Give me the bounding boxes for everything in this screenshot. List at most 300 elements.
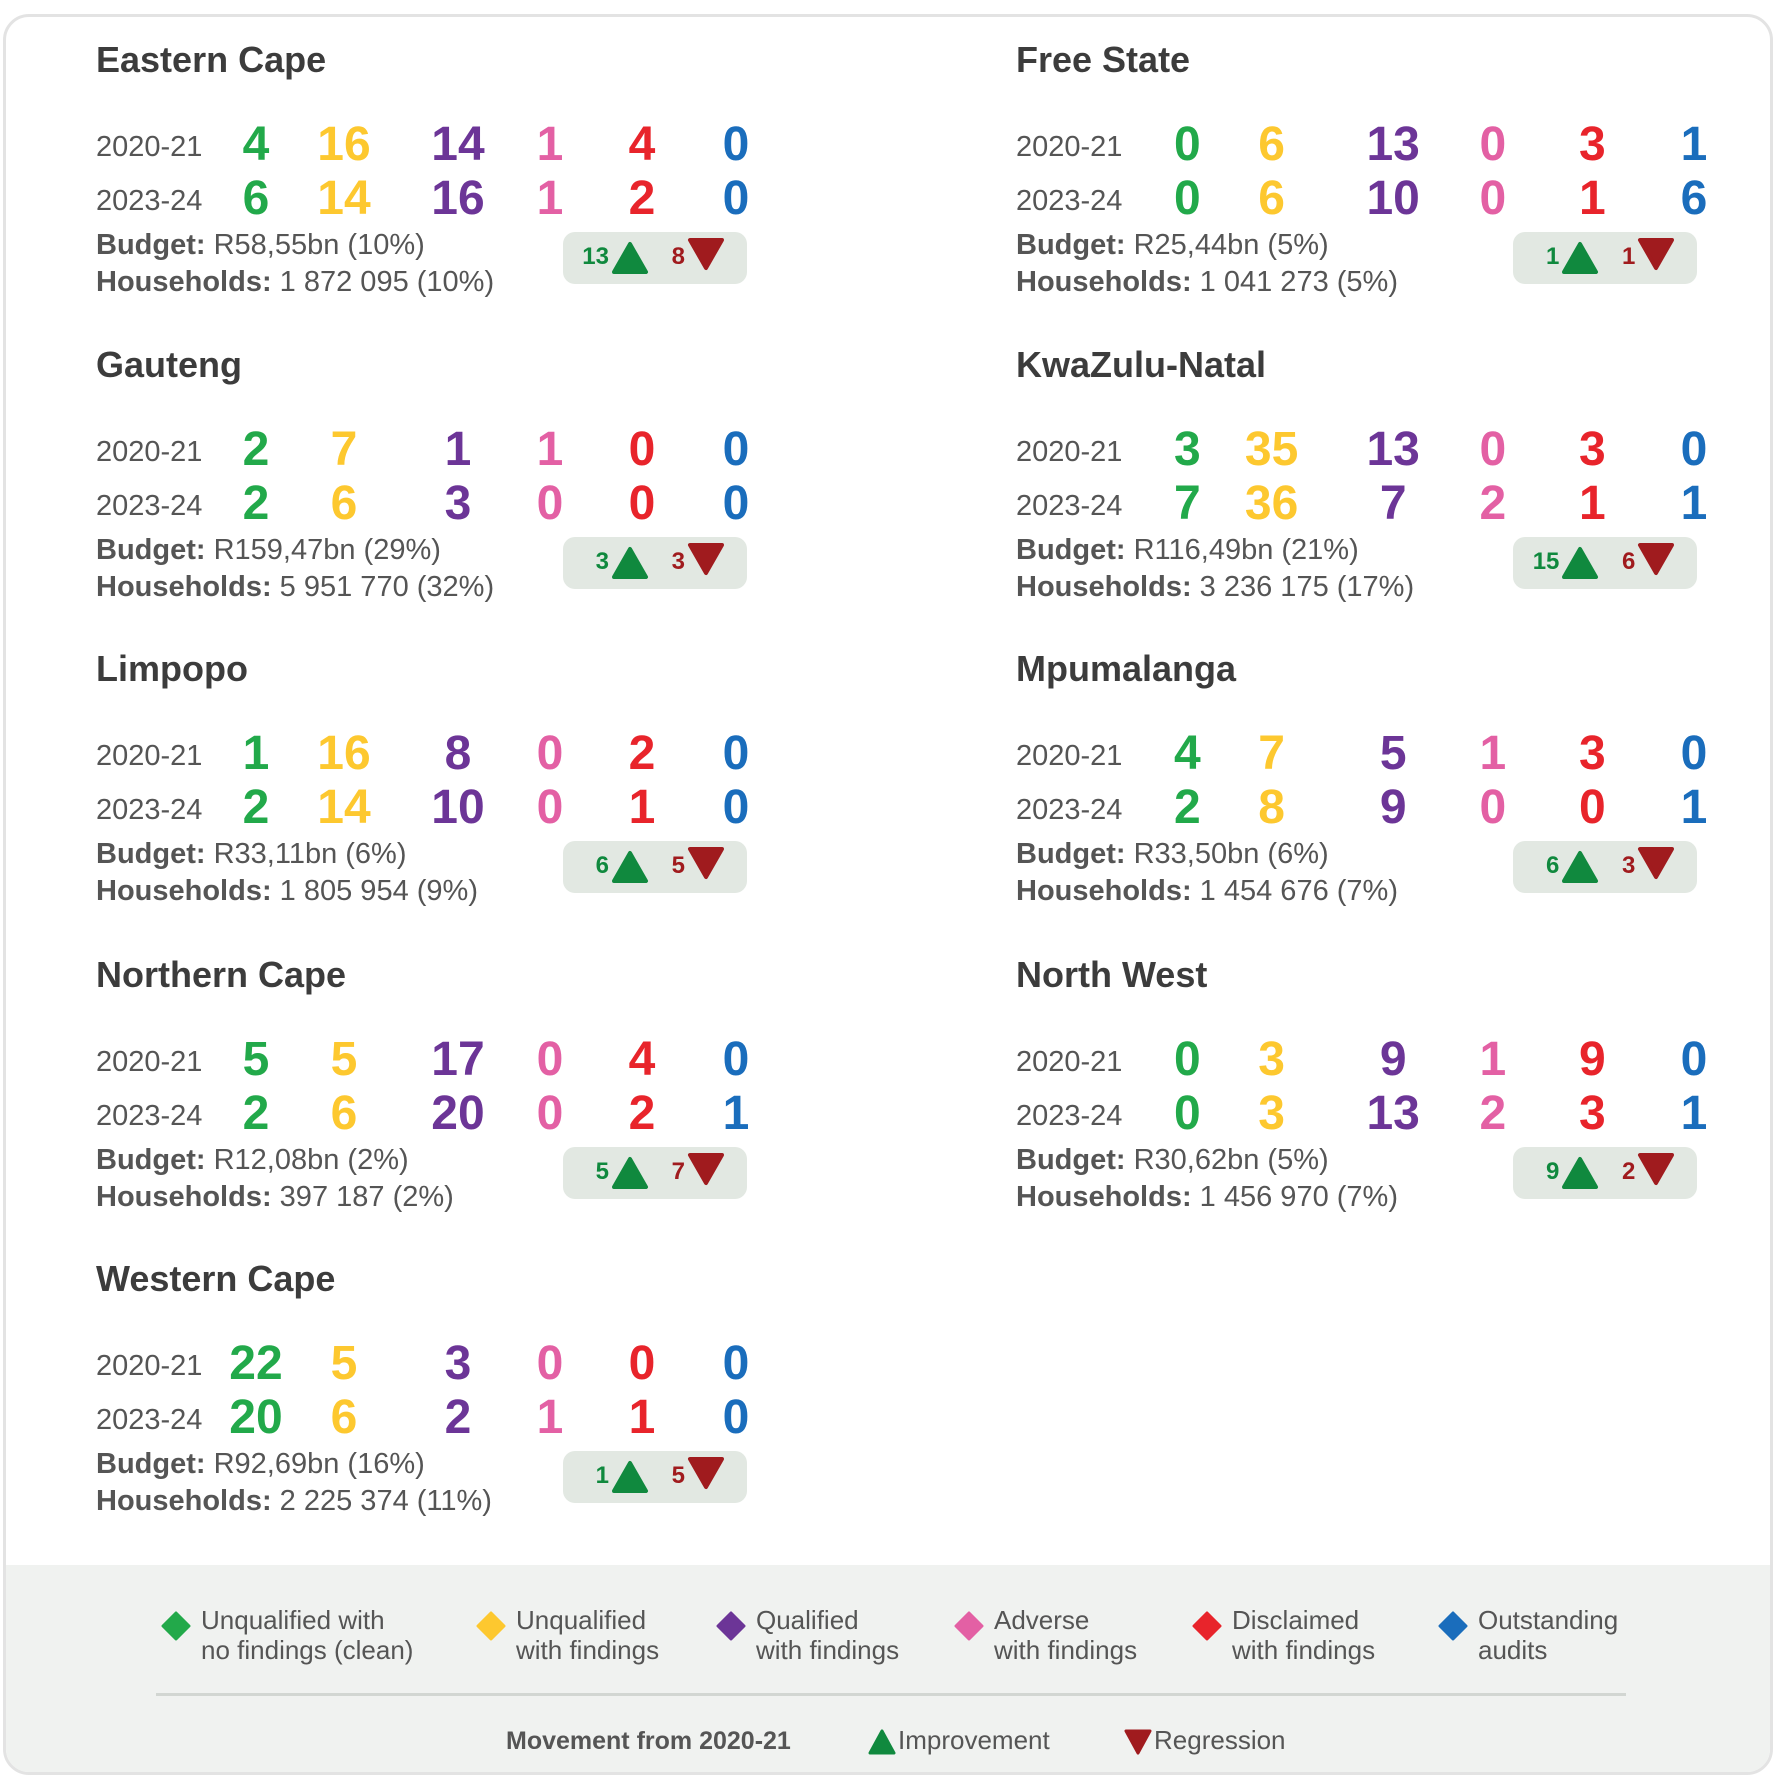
- households-line: [96, 569, 494, 606]
- province-title: Western Cape: [96, 1258, 336, 1299]
- households-line: [96, 873, 478, 910]
- budget-value: R58,55bn (10%): [205, 229, 425, 261]
- count-disclaimed-with-findings: 3: [1579, 1087, 1606, 1140]
- budget-line: [1016, 1142, 1398, 1179]
- budget-line: [1016, 227, 1398, 264]
- count-adverse-with-findings: 1: [536, 423, 564, 476]
- improvement-triangle-icon: [611, 241, 649, 275]
- regression-count: 1: [1622, 243, 1636, 270]
- legend-label-line: Outstanding: [1478, 1605, 1619, 1635]
- count-adverse-with-findings: 0: [536, 727, 564, 780]
- improvement-count: 3: [595, 548, 609, 575]
- year-row-2020-21: [96, 1034, 796, 1086]
- province-card-kwazulu-natal: [1016, 344, 1716, 644]
- improvement-triangle-icon: [868, 1729, 896, 1755]
- year-row-2023-24: [1016, 173, 1716, 225]
- movement-badge: [563, 1451, 747, 1503]
- count-qualified-with-findings: 7: [1379, 477, 1407, 530]
- diamond-icon: [1192, 1611, 1222, 1641]
- budget-line: [1016, 836, 1398, 873]
- count-unqualified-with-no-findings-clean: 7: [1174, 477, 1201, 530]
- count-unqualified-with-no-findings-clean: 4: [242, 118, 270, 171]
- households-line: [96, 1179, 454, 1216]
- improvement-triangle-icon: [1561, 1156, 1599, 1190]
- regression-triangle-icon: [1637, 237, 1675, 271]
- count-qualified-with-findings: 9: [1379, 1033, 1407, 1086]
- households-line: [1016, 1179, 1398, 1216]
- count-unqualified-with-findings: 8: [1258, 781, 1285, 834]
- households-value: 2 225 374 (11%): [271, 1485, 492, 1517]
- count-unqualified-with-no-findings-clean: 2: [242, 477, 270, 530]
- legend-label-line: with findings: [756, 1635, 900, 1665]
- budget-value: R25,44bn (5%): [1125, 229, 1329, 261]
- year-row-2023-24: [96, 1088, 796, 1140]
- households-value: 1 454 676 (7%): [1191, 875, 1398, 907]
- budget-label: Budget:: [96, 1448, 206, 1480]
- province-info: [96, 1142, 454, 1216]
- count-qualified-with-findings: 3: [444, 477, 472, 530]
- province-info: [1016, 532, 1414, 606]
- province-info: [96, 836, 478, 910]
- regression-triangle-icon: [1637, 542, 1675, 576]
- count-disclaimed-with-findings: 0: [1579, 781, 1606, 834]
- count-outstanding-audits: 0: [722, 1391, 750, 1444]
- count-unqualified-with-no-findings-clean: 2: [242, 781, 270, 834]
- budget-value: R159,47bn (29%): [205, 534, 441, 566]
- count-unqualified-with-findings: 14: [317, 172, 371, 225]
- diamond-icon: [954, 1611, 984, 1641]
- regression-count: 7: [671, 1158, 685, 1185]
- improvement-count: 5: [595, 1158, 609, 1185]
- province-title: Limpopo: [96, 648, 248, 689]
- budget-value: R116,49bn (21%): [1125, 534, 1359, 566]
- province-card-free-state: [1016, 39, 1716, 339]
- count-adverse-with-findings: 0: [536, 477, 564, 530]
- year-row-2020-21: [96, 728, 796, 780]
- count-outstanding-audits: 0: [722, 781, 750, 834]
- regression-count: 6: [1622, 548, 1636, 575]
- count-adverse-with-findings: 0: [536, 1337, 564, 1390]
- count-disclaimed-with-findings: 4: [628, 118, 656, 171]
- count-unqualified-with-no-findings-clean: 0: [1174, 172, 1201, 225]
- year-label: 2020-21: [1016, 436, 1123, 468]
- households-label: Households:: [1016, 266, 1192, 298]
- province-title: Mpumalanga: [1016, 648, 1237, 689]
- province-card-northern-cape: [96, 954, 796, 1254]
- province-card-mpumalanga: [1016, 648, 1716, 948]
- count-outstanding-audits: 0: [722, 118, 750, 171]
- count-adverse-with-findings: 0: [536, 781, 564, 834]
- count-unqualified-with-findings: 5: [330, 1337, 358, 1390]
- year-label: 2020-21: [96, 131, 203, 163]
- year-label: 2023-24: [1016, 794, 1123, 826]
- year-row-2023-24: [96, 478, 796, 530]
- households-label: Households:: [96, 571, 272, 603]
- count-disclaimed-with-findings: 2: [628, 172, 656, 225]
- households-label: Households:: [1016, 1181, 1192, 1213]
- count-qualified-with-findings: 3: [444, 1337, 472, 1390]
- province-title: North West: [1016, 954, 1208, 995]
- legend-divider: [156, 1693, 1626, 1696]
- province-title: Northern Cape: [96, 954, 347, 995]
- count-unqualified-with-no-findings-clean: 5: [242, 1033, 270, 1086]
- households-value: 3 236 175 (17%): [1191, 571, 1415, 603]
- budget-value: R33,11bn (6%): [205, 838, 407, 870]
- regression-triangle-icon: [1637, 1152, 1675, 1186]
- legend-label: [1232, 1605, 1375, 1665]
- count-adverse-with-findings: 1: [536, 118, 564, 171]
- infographic-frame: [3, 14, 1773, 1775]
- province-info: [96, 227, 494, 301]
- year-row-2020-21: [96, 1338, 796, 1390]
- improvement-triangle-icon: [611, 546, 649, 580]
- budget-value: R30,62bn (5%): [1125, 1144, 1329, 1176]
- year-row-2023-24: [1016, 1088, 1716, 1140]
- legend-label: [201, 1605, 413, 1665]
- movement-title: Movement from 2020-21: [506, 1727, 791, 1755]
- year-row-2023-24: [1016, 478, 1716, 530]
- year-row-2020-21: [96, 424, 796, 476]
- count-unqualified-with-findings: 6: [330, 1391, 358, 1444]
- year-label: 2023-24: [96, 490, 203, 522]
- improvement-triangle-icon: [1561, 241, 1599, 275]
- legend-label-line: no findings (clean): [201, 1635, 414, 1665]
- regression-triangle-icon: [687, 542, 725, 576]
- count-qualified-with-findings: 8: [444, 727, 472, 780]
- budget-line: [96, 532, 494, 569]
- count-adverse-with-findings: 0: [536, 1087, 564, 1140]
- legend: [6, 1565, 1770, 1775]
- count-unqualified-with-findings: 7: [1258, 727, 1285, 780]
- count-disclaimed-with-findings: 3: [1579, 118, 1606, 171]
- province-title: Eastern Cape: [96, 39, 327, 80]
- count-unqualified-with-findings: 6: [330, 1087, 358, 1140]
- count-unqualified-with-no-findings-clean: 22: [229, 1337, 283, 1390]
- count-outstanding-audits: 0: [722, 423, 750, 476]
- count-adverse-with-findings: 0: [1479, 781, 1507, 834]
- budget-line: [1016, 532, 1414, 569]
- count-unqualified-with-no-findings-clean: 4: [1174, 727, 1201, 780]
- year-label: 2023-24: [1016, 185, 1123, 217]
- count-outstanding-audits: 1: [1680, 477, 1708, 530]
- regression-triangle-icon: [1637, 846, 1675, 880]
- count-disclaimed-with-findings: 1: [628, 781, 656, 834]
- count-unqualified-with-no-findings-clean: 20: [229, 1391, 283, 1444]
- improvement-count: 9: [1546, 1158, 1560, 1185]
- diamond-icon: [1438, 1611, 1468, 1641]
- year-label: 2023-24: [1016, 1100, 1123, 1132]
- count-unqualified-with-findings: 6: [1258, 118, 1285, 171]
- count-unqualified-with-no-findings-clean: 0: [1174, 118, 1201, 171]
- count-qualified-with-findings: 17: [431, 1033, 485, 1086]
- improvement-count: 6: [595, 852, 609, 879]
- legend-label-line: Disclaimed: [1232, 1605, 1360, 1635]
- province-title: KwaZulu-Natal: [1016, 344, 1267, 385]
- count-outstanding-audits: 1: [1680, 1087, 1708, 1140]
- count-unqualified-with-findings: 5: [330, 1033, 358, 1086]
- improvement-triangle-icon: [1561, 546, 1599, 580]
- count-unqualified-with-no-findings-clean: 0: [1174, 1033, 1201, 1086]
- legend-label-line: Adverse: [994, 1605, 1090, 1635]
- budget-line: [96, 1142, 454, 1179]
- households-line: [1016, 569, 1414, 606]
- count-disclaimed-with-findings: 0: [628, 1337, 656, 1390]
- year-row-2020-21: [1016, 728, 1716, 780]
- movement-badge: [1513, 1147, 1697, 1199]
- count-qualified-with-findings: 9: [1379, 781, 1407, 834]
- improvement-count: 13: [582, 243, 609, 270]
- count-outstanding-audits: 1: [722, 1087, 750, 1140]
- regression-count: 8: [671, 243, 685, 270]
- count-outstanding-audits: 0: [722, 477, 750, 530]
- count-qualified-with-findings: 13: [1366, 423, 1420, 476]
- regression-count: 5: [671, 1462, 685, 1489]
- province-title: Free State: [1016, 39, 1191, 80]
- count-outstanding-audits: 1: [1680, 781, 1708, 834]
- count-unqualified-with-no-findings-clean: 1: [242, 727, 270, 780]
- households-line: [1016, 873, 1398, 910]
- households-value: 397 187 (2%): [271, 1181, 454, 1213]
- regression-count: 2: [1622, 1158, 1636, 1185]
- count-disclaimed-with-findings: 0: [628, 423, 656, 476]
- movement-badge: [1513, 537, 1697, 589]
- households-value: 1 872 095 (10%): [271, 266, 495, 298]
- count-outstanding-audits: 0: [722, 1337, 750, 1390]
- count-unqualified-with-findings: 36: [1244, 477, 1299, 530]
- year-row-2020-21: [96, 119, 796, 171]
- movement-badge: [1513, 841, 1697, 893]
- regression-count: 3: [671, 548, 685, 575]
- budget-label: Budget:: [1016, 838, 1126, 870]
- budget-label: Budget:: [96, 1144, 206, 1176]
- count-disclaimed-with-findings: 3: [1579, 423, 1606, 476]
- year-label: 2020-21: [1016, 131, 1123, 163]
- count-unqualified-with-findings: 3: [1258, 1087, 1285, 1140]
- households-value: 5 951 770 (32%): [271, 571, 495, 603]
- regression-triangle-icon: [687, 1456, 725, 1490]
- count-qualified-with-findings: 13: [1366, 1087, 1420, 1140]
- budget-label: Budget:: [1016, 1144, 1126, 1176]
- province-title: Gauteng: [96, 344, 243, 385]
- improvement-count: 6: [1546, 852, 1560, 879]
- count-disclaimed-with-findings: 1: [628, 1391, 656, 1444]
- count-unqualified-with-findings: 3: [1258, 1033, 1285, 1086]
- count-adverse-with-findings: 1: [1479, 727, 1507, 780]
- year-row-2023-24: [96, 173, 796, 225]
- budget-label: Budget:: [1016, 229, 1126, 261]
- improvement-triangle-icon: [611, 1156, 649, 1190]
- year-label: 2020-21: [96, 740, 203, 772]
- budget-line: [96, 836, 478, 873]
- improvement-triangle-icon: [1561, 850, 1599, 884]
- count-adverse-with-findings: 0: [536, 1033, 564, 1086]
- regression-triangle-icon: [1124, 1729, 1152, 1755]
- count-adverse-with-findings: 1: [536, 172, 564, 225]
- regression-count: 3: [1622, 852, 1636, 879]
- improvement-label: Improvement: [898, 1725, 1050, 1755]
- households-value: 1 041 273 (5%): [1191, 266, 1398, 298]
- count-unqualified-with-no-findings-clean: 3: [1174, 423, 1201, 476]
- year-label: 2023-24: [96, 1100, 203, 1132]
- count-adverse-with-findings: 0: [1479, 423, 1507, 476]
- count-outstanding-audits: 0: [722, 1033, 750, 1086]
- province-card-western-cape: [96, 1258, 796, 1558]
- legend-label: [1478, 1605, 1618, 1665]
- province-info: [1016, 836, 1398, 910]
- count-unqualified-with-no-findings-clean: 2: [242, 1087, 270, 1140]
- count-qualified-with-findings: 2: [444, 1391, 472, 1444]
- province-info: [96, 1446, 492, 1520]
- budget-label: Budget:: [1016, 534, 1126, 566]
- regression-count: 5: [671, 852, 685, 879]
- province-card-gauteng: [96, 344, 796, 644]
- budget-value: R33,50bn (6%): [1125, 838, 1329, 870]
- year-label: 2020-21: [96, 1350, 203, 1382]
- count-qualified-with-findings: 14: [431, 118, 485, 171]
- improvement-triangle-icon: [611, 850, 649, 884]
- households-label: Households:: [1016, 875, 1192, 907]
- movement-badge: [563, 537, 747, 589]
- legend-label-line: with findings: [994, 1635, 1138, 1665]
- count-unqualified-with-no-findings-clean: 2: [1174, 781, 1201, 834]
- province-info: [96, 532, 494, 606]
- count-disclaimed-with-findings: 4: [628, 1033, 656, 1086]
- province-grid: [6, 17, 1770, 1562]
- count-qualified-with-findings: 1: [444, 423, 472, 476]
- legend-label-line: with findings: [1232, 1635, 1376, 1665]
- legend-label: [756, 1605, 899, 1665]
- count-outstanding-audits: 0: [1680, 727, 1708, 780]
- count-unqualified-with-findings: 35: [1244, 423, 1299, 476]
- budget-label: Budget:: [96, 229, 206, 261]
- budget-value: R12,08bn (2%): [205, 1144, 409, 1176]
- legend-label-line: Qualified: [756, 1605, 859, 1635]
- budget-line: [96, 227, 494, 264]
- count-unqualified-with-findings: 7: [330, 423, 358, 476]
- count-unqualified-with-findings: 6: [330, 477, 358, 530]
- movement-badge: [1513, 232, 1697, 284]
- budget-label: Budget:: [96, 838, 206, 870]
- year-label: 2020-21: [1016, 1046, 1123, 1078]
- households-value: 1 456 970 (7%): [1191, 1181, 1398, 1213]
- year-label: 2020-21: [1016, 740, 1123, 772]
- count-adverse-with-findings: 0: [1479, 172, 1507, 225]
- count-adverse-with-findings: 2: [1479, 477, 1507, 530]
- year-row-2023-24: [96, 1392, 796, 1444]
- diamond-icon: [161, 1611, 191, 1641]
- movement-badge: [563, 841, 747, 893]
- diamond-icon: [716, 1611, 746, 1641]
- legend-label-line: Unqualified with: [201, 1605, 385, 1635]
- count-unqualified-with-findings: 14: [317, 781, 371, 834]
- budget-line: [96, 1446, 492, 1483]
- count-disclaimed-with-findings: 2: [628, 1087, 656, 1140]
- count-adverse-with-findings: 1: [1479, 1033, 1507, 1086]
- count-qualified-with-findings: 20: [431, 1087, 485, 1140]
- count-qualified-with-findings: 5: [1379, 727, 1407, 780]
- count-disclaimed-with-findings: 9: [1579, 1033, 1606, 1086]
- count-disclaimed-with-findings: 0: [628, 477, 656, 530]
- count-adverse-with-findings: 2: [1479, 1087, 1507, 1140]
- movement-badge: [563, 232, 747, 284]
- year-row-2020-21: [1016, 1034, 1716, 1086]
- count-outstanding-audits: 0: [722, 727, 750, 780]
- count-disclaimed-with-findings: 2: [628, 727, 656, 780]
- improvement-count: 1: [595, 1462, 609, 1489]
- year-row-2023-24: [96, 782, 796, 834]
- count-outstanding-audits: 0: [1680, 1033, 1708, 1086]
- movement-badge: [563, 1147, 747, 1199]
- regression-triangle-icon: [687, 237, 725, 271]
- count-unqualified-with-findings: 6: [1258, 172, 1285, 225]
- legend-label: [994, 1605, 1137, 1665]
- households-label: Households:: [96, 266, 272, 298]
- legend-label-line: audits: [1478, 1635, 1548, 1665]
- households-label: Households:: [1016, 571, 1192, 603]
- count-outstanding-audits: 0: [722, 172, 750, 225]
- households-label: Households:: [96, 875, 272, 907]
- households-value: 1 805 954 (9%): [271, 875, 478, 907]
- count-unqualified-with-findings: 16: [317, 118, 371, 171]
- improvement-count: 1: [1546, 243, 1560, 270]
- province-info: [1016, 1142, 1398, 1216]
- province-info: [1016, 227, 1398, 301]
- count-disclaimed-with-findings: 3: [1579, 727, 1606, 780]
- budget-value: R92,69bn (16%): [205, 1448, 425, 1480]
- count-unqualified-with-no-findings-clean: 0: [1174, 1087, 1201, 1140]
- improvement-triangle-icon: [611, 1460, 649, 1494]
- count-outstanding-audits: 0: [1680, 423, 1708, 476]
- year-label: 2023-24: [96, 185, 203, 217]
- year-row-2020-21: [1016, 119, 1716, 171]
- count-outstanding-audits: 6: [1680, 172, 1708, 225]
- province-card-north-west: [1016, 954, 1716, 1254]
- count-disclaimed-with-findings: 1: [1579, 477, 1606, 530]
- year-row-2023-24: [1016, 782, 1716, 834]
- households-label: Households:: [96, 1485, 272, 1517]
- province-card-limpopo: [96, 648, 796, 948]
- year-label: 2023-24: [1016, 490, 1123, 522]
- year-label: 2023-24: [96, 1404, 203, 1436]
- province-card-eastern-cape: [96, 39, 796, 339]
- regression-triangle-icon: [687, 846, 725, 880]
- count-qualified-with-findings: 13: [1366, 118, 1420, 171]
- legend-label: [516, 1605, 659, 1665]
- count-qualified-with-findings: 10: [1366, 172, 1420, 225]
- year-label: 2020-21: [96, 1046, 203, 1078]
- year-label: 2023-24: [96, 794, 203, 826]
- households-label: Households:: [96, 1181, 272, 1213]
- budget-label: Budget:: [96, 534, 206, 566]
- year-row-2020-21: [1016, 424, 1716, 476]
- legend-label-line: with findings: [516, 1635, 660, 1665]
- count-unqualified-with-findings: 16: [317, 727, 371, 780]
- count-outstanding-audits: 1: [1680, 118, 1708, 171]
- count-adverse-with-findings: 0: [1479, 118, 1507, 171]
- diamond-icon: [476, 1611, 506, 1641]
- count-disclaimed-with-findings: 1: [1579, 172, 1606, 225]
- households-line: [96, 264, 494, 301]
- regression-label: Regression: [1154, 1725, 1286, 1755]
- count-qualified-with-findings: 10: [431, 781, 485, 834]
- count-unqualified-with-no-findings-clean: 6: [242, 172, 270, 225]
- regression-triangle-icon: [687, 1152, 725, 1186]
- legend-label-line: Unqualified: [516, 1605, 647, 1635]
- year-label: 2020-21: [96, 436, 203, 468]
- count-unqualified-with-no-findings-clean: 2: [242, 423, 270, 476]
- count-qualified-with-findings: 16: [431, 172, 485, 225]
- improvement-count: 15: [1532, 548, 1560, 575]
